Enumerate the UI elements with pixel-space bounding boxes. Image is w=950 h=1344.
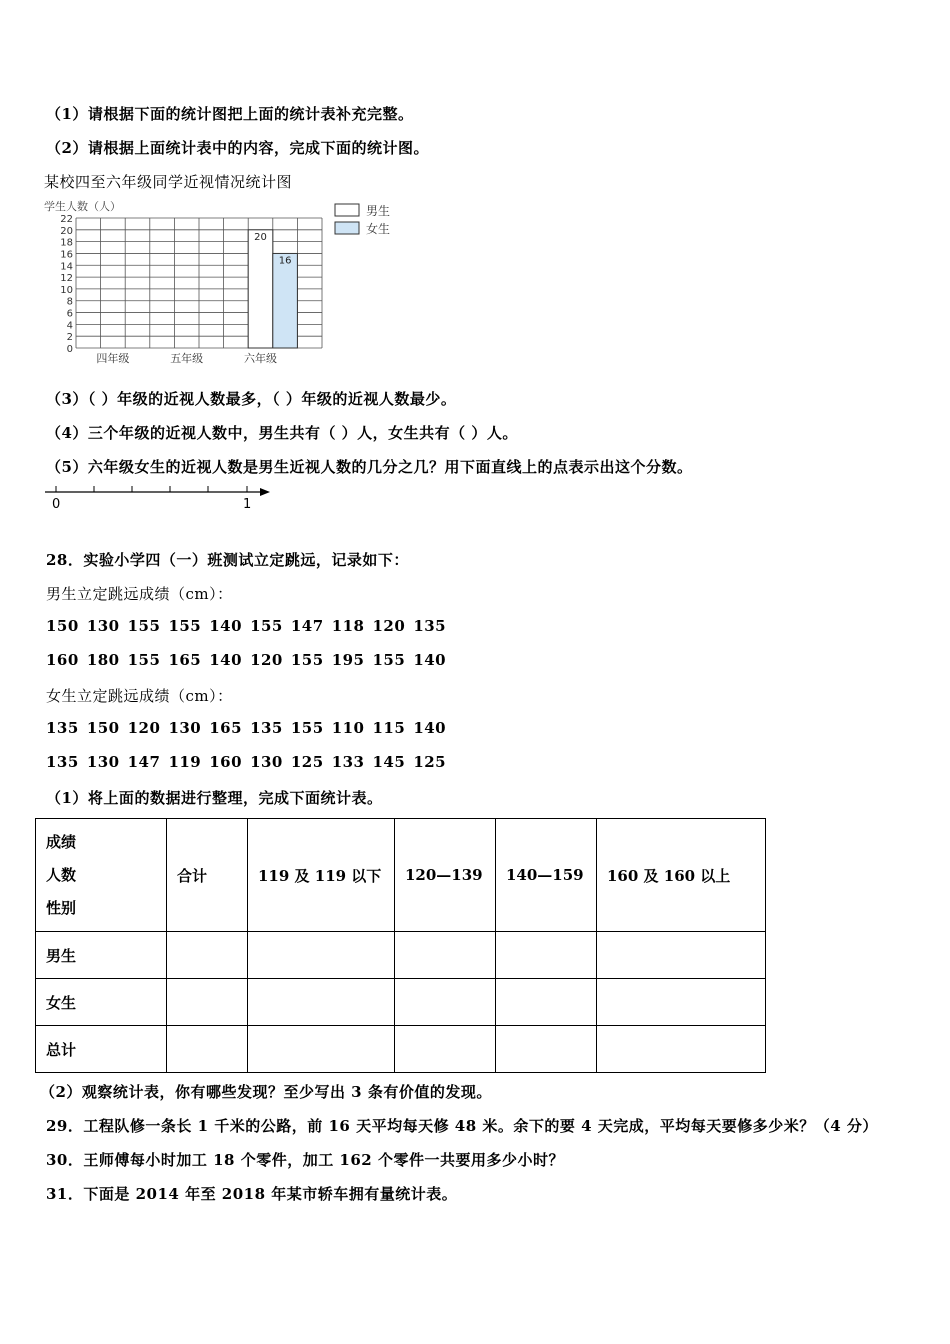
q27-part5: （5）六年级女生的近视人数是男生近视人数的几分之几？用下面直线上的点表示出这个分数。	[46, 458, 693, 476]
q29: 29．工程队修一条长 1 千米的公路，前 16 天平均每天修 48 米。余下的要 4 天完成，平均每天要修多少米？（4 分）	[46, 1117, 878, 1135]
q28-part2: （2）观察统计表，你有哪些发现？至少写出 3 条有价值的发现。	[40, 1083, 492, 1101]
x-tick-label: 六年级	[244, 352, 277, 365]
legend-swatch	[335, 204, 359, 216]
score-value: 130	[168, 719, 202, 737]
row-header: 女生	[36, 979, 167, 1026]
x-tick-label: 四年级	[96, 352, 130, 365]
score-value: 145	[372, 753, 406, 771]
boys-row-1	[46, 617, 454, 635]
bar	[248, 230, 273, 348]
number-line-zero: 0	[52, 497, 61, 512]
y-tick-label: 16	[60, 249, 73, 261]
y-tick-label: 0	[66, 344, 73, 355]
empty-cell[interactable]	[496, 979, 597, 1026]
score-value: 140	[209, 617, 243, 635]
q30: 30．王师傅每小时加工 18 个零件，加工 162 个零件一共要用多少小时？	[46, 1151, 564, 1169]
legend-swatch	[335, 222, 359, 234]
score-value: 195	[331, 651, 365, 669]
bar-label: 20	[254, 231, 267, 243]
empty-cell[interactable]	[597, 1026, 766, 1073]
score-value: 160	[46, 651, 79, 669]
score-value: 125	[413, 753, 447, 771]
q27-part3: （3）（ ）年级的近视人数最多，（ ）年级的近视人数最少。	[46, 390, 457, 408]
score-value: 119	[168, 753, 202, 771]
table-row	[36, 979, 766, 1026]
score-value: 155	[290, 719, 324, 737]
empty-cell[interactable]	[248, 1026, 395, 1073]
empty-cell[interactable]	[248, 932, 395, 979]
score-value: 180	[86, 651, 120, 669]
y-tick-label: 22	[60, 214, 73, 225]
score-value: 140	[209, 651, 243, 669]
number-line	[40, 482, 280, 512]
legend-label: 女生	[366, 222, 391, 236]
col-header: 119 及 119 以下	[248, 819, 395, 932]
girls-label: 女生立定跳远成绩（cm）：	[46, 687, 233, 705]
score-value: 120	[127, 719, 161, 737]
q27-part2: （2）请根据上面统计表中的内容，完成下面的统计图。	[46, 139, 429, 157]
empty-cell[interactable]	[167, 979, 248, 1026]
table-row	[36, 1026, 766, 1073]
q27-part4: （4）三个年级的近视人数中，男生共有（ ）人，女生共有（ ）人。	[46, 424, 518, 442]
score-value: 147	[127, 753, 161, 771]
col-header: 120—139	[395, 819, 496, 932]
bar-chart	[40, 196, 410, 368]
stats-table	[35, 818, 766, 1073]
score-value: 147	[290, 617, 324, 635]
score-value: 133	[331, 753, 365, 771]
col-header: 160 及 160 以上	[597, 819, 766, 932]
score-value: 135	[413, 617, 447, 635]
empty-cell[interactable]	[167, 1026, 248, 1073]
score-value: 155	[127, 617, 161, 635]
score-value: 150	[86, 719, 120, 737]
empty-cell[interactable]	[395, 979, 496, 1026]
score-value: 155	[127, 651, 161, 669]
score-value: 130	[86, 753, 120, 771]
x-tick-label: 五年级	[170, 352, 204, 365]
score-value: 165	[209, 719, 243, 737]
empty-cell[interactable]	[395, 932, 496, 979]
q28-part1: （1）将上面的数据进行整理，完成下面统计表。	[46, 789, 383, 807]
diag-header-cell: 成绩 人数 性别	[36, 819, 167, 932]
empty-cell[interactable]	[597, 979, 766, 1026]
empty-cell[interactable]	[597, 932, 766, 979]
y-tick-label: 10	[60, 284, 73, 296]
score-value: 118	[331, 617, 365, 635]
col-header: 合计	[167, 819, 248, 932]
score-value: 135	[250, 719, 283, 737]
y-tick-label: 12	[60, 273, 73, 285]
chart-title: 某校四至六年级同学近视情况统计图	[44, 173, 293, 191]
y-axis-label: 学生人数（人）	[44, 200, 121, 213]
y-tick-label: 14	[60, 261, 73, 273]
score-value: 155	[250, 617, 283, 635]
score-value: 150	[46, 617, 79, 635]
boys-label: 男生立定跳远成绩（cm）：	[46, 585, 233, 603]
score-value: 160	[209, 753, 243, 771]
girls-row-1	[46, 719, 454, 737]
score-value: 120	[250, 651, 283, 669]
q31: 31．下面是 2014 年至 2018 年某市轿车拥有量统计表。	[46, 1185, 458, 1203]
table-row	[36, 932, 766, 979]
score-value: 130	[250, 753, 283, 771]
empty-cell[interactable]	[496, 932, 597, 979]
score-value: 110	[331, 719, 365, 737]
row-header: 男生	[36, 932, 167, 979]
bar	[273, 253, 298, 348]
y-tick-label: 20	[60, 225, 73, 237]
score-value: 135	[46, 719, 79, 737]
row-header: 总计	[36, 1026, 167, 1073]
number-line-one: 1	[243, 497, 252, 512]
score-value: 130	[86, 617, 120, 635]
score-value: 115	[372, 719, 406, 737]
score-value: 155	[168, 617, 202, 635]
score-value: 140	[413, 719, 447, 737]
score-value: 165	[168, 651, 202, 669]
empty-cell[interactable]	[167, 932, 248, 979]
y-tick-label: 6	[66, 308, 73, 320]
y-tick-label: 8	[66, 296, 73, 308]
score-value: 135	[46, 753, 79, 771]
y-tick-label: 18	[60, 237, 73, 249]
score-value: 155	[290, 651, 324, 669]
q27-part1: （1）请根据下面的统计图把上面的统计表补充完整。	[46, 105, 414, 123]
boys-row-2	[46, 651, 454, 669]
girls-row-2	[46, 753, 454, 771]
y-tick-label: 2	[66, 332, 73, 344]
score-value: 140	[413, 651, 447, 669]
q28-title: 28．实验小学四（一）班测试立定跳远，记录如下：	[46, 551, 409, 569]
score-value: 125	[290, 753, 324, 771]
score-value: 155	[372, 651, 406, 669]
bar-label: 16	[278, 255, 292, 267]
y-tick-label: 4	[66, 320, 73, 332]
col-header: 140—159	[496, 819, 597, 932]
legend-label: 男生	[366, 204, 391, 218]
empty-cell[interactable]	[395, 1026, 496, 1073]
empty-cell[interactable]	[248, 979, 395, 1026]
empty-cell[interactable]	[496, 1026, 597, 1073]
score-value: 120	[372, 617, 406, 635]
